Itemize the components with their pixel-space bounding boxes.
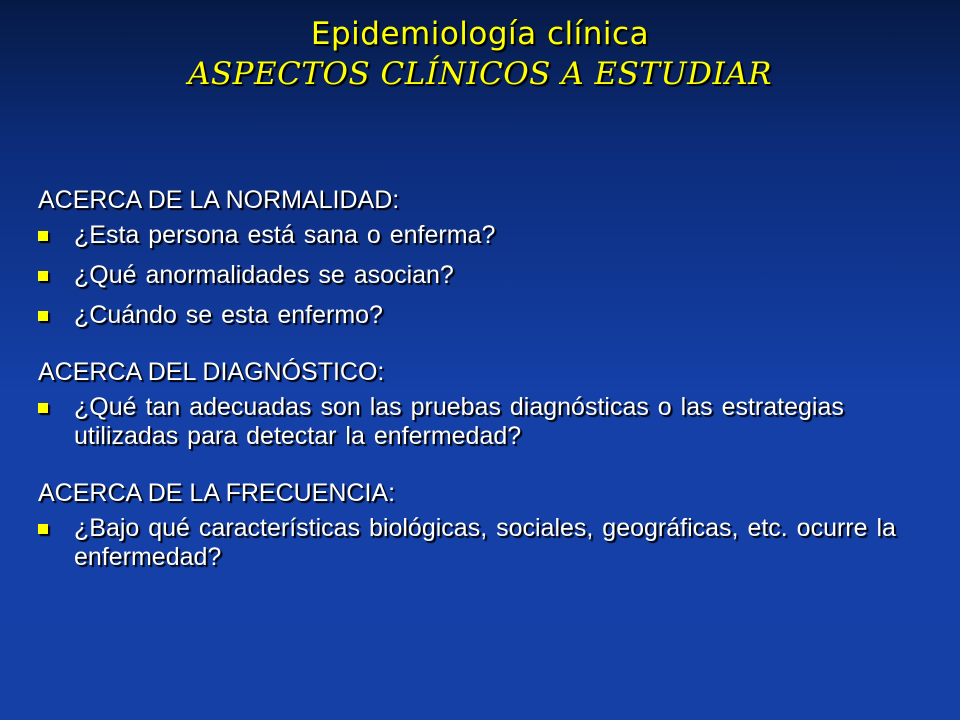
list-item — [38, 261, 933, 290]
list-item — [38, 393, 933, 451]
list-item-text: ¿Cuándo se esta enfermo? — [74, 301, 383, 329]
list-item — [38, 301, 933, 330]
list-item-text: ¿Bajo qué características biológicas, sociales, geográficas, etc. ocurre la enfermedad? — [74, 514, 896, 571]
list-item — [38, 514, 933, 572]
section-heading: ACERCA DEL DIAGNÓSTICO: — [38, 358, 385, 386]
section-heading: ACERCA DE LA FRECUENCIA: — [38, 479, 396, 507]
bullet-list — [38, 514, 933, 572]
bullet-list — [38, 221, 933, 330]
section-normalidad — [38, 186, 933, 330]
section-heading: ACERCA DE LA NORMALIDAD: — [38, 186, 400, 214]
list-item-text: ¿Esta persona está sana o enferma? — [74, 221, 496, 249]
list-item-text: ¿Qué anormalidades se asocian? — [74, 261, 454, 289]
square-bullet-icon — [38, 271, 48, 281]
slide-subtitle: ASPECTOS CLÍNICOS A ESTUDIAR — [188, 56, 772, 92]
slide-content — [38, 186, 933, 583]
section-frecuencia — [38, 479, 933, 572]
title-block — [0, 14, 960, 94]
list-item-text: ¿Qué tan adecuadas son las pruebas diagnósticas o las estrategias utilizadas para detectar la enfermedad? — [74, 393, 844, 450]
bullet-list — [38, 393, 933, 451]
square-bullet-icon — [38, 231, 48, 241]
square-bullet-icon — [38, 311, 48, 321]
square-bullet-icon — [38, 403, 48, 413]
square-bullet-icon — [38, 524, 48, 534]
slide-title: Epidemiología clínica — [310, 16, 650, 52]
section-diagnostico — [38, 358, 933, 451]
list-item — [38, 221, 933, 250]
